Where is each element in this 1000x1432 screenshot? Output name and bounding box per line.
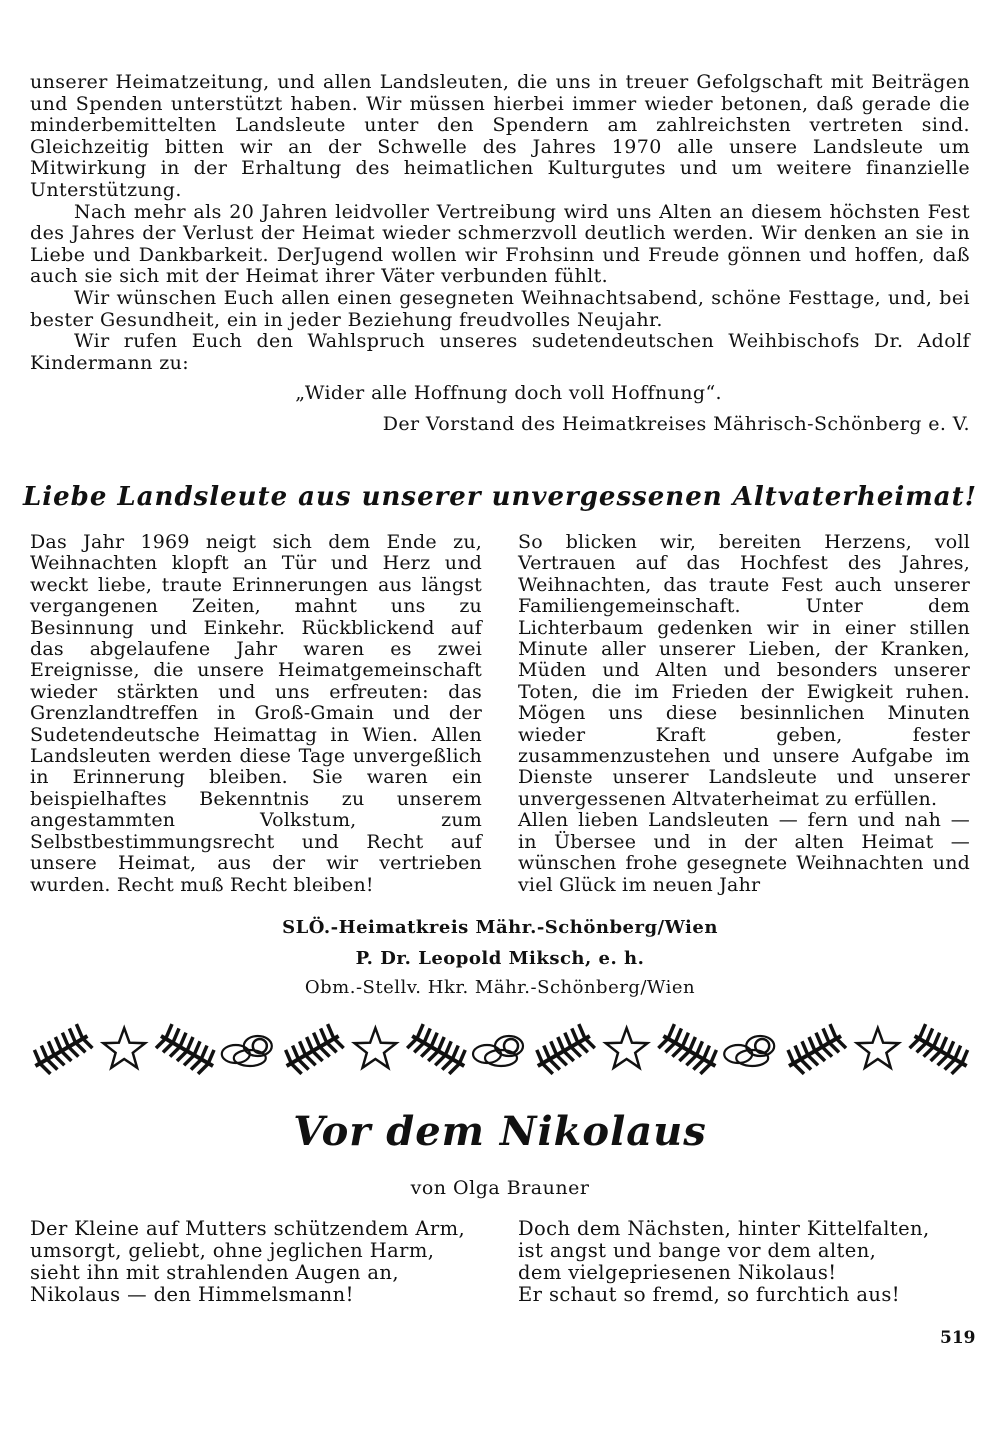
article-column-left (30, 532, 482, 896)
rose-icon (473, 1036, 523, 1066)
poem-line: dem vielgepriesenen Nikolaus! (518, 1261, 837, 1284)
star-icon (606, 1028, 648, 1068)
star-icon (103, 1028, 145, 1068)
fir-branch-icon (286, 1024, 344, 1074)
intro-paragraph: Wir wünschen Euch allen einen gesegneten Weihnachtsabend, schöne Festtage, und, bei bester Gesundheit, ein in jeder Beziehung freudvolles Neujahr. (30, 286, 970, 331)
poem-author: von Olga Brauner (410, 1177, 590, 1199)
poem-stanza-left (30, 1218, 465, 1306)
fir-branch-icon (407, 1024, 465, 1074)
intro-paragraph: unserer Heimatzeitung, und allen Landsleuten, die uns in treuer Gefolgschaft mit Beiträgen und Spenden unterstützt haben. Wir müssen hierbei immer wieder betonen, daß gerade die minderbemittelten Landsleute unter den Spendern am zahlreichsten vertreten sind. Gleichzeitig bitten wir an der Schwelle des Jahres 1970 alle unsere Landsleute um Mitwirkung in der Erhaltung des heimatlichen Kulturgutes und um weitere finanzielle Unterstützung. (30, 71, 970, 201)
fir-branch-icon (34, 1024, 92, 1074)
fir-branch-icon (156, 1024, 214, 1074)
article-paragraph: Das Jahr 1969 neigt sich dem Ende zu, Weihnachten klopft an Tür und Herz und weckt liebe, traute Erinnerungen aus längst vergangenen Zeiten, mahnt uns zu Besinnung und Einkehr. Rückblickend auf das abgelaufene Jahr waren es zwei Ereignisse, die unsere Heimatgemeinschaft wieder stärkten und uns erfreuten: das Grenzlandtreffen in Groß-Gmain und der Sudetendeutsche Heimattag in Wien. Allen Landsleuten werden diese Tage unvergeßlich in Erinnerung bleiben. Sie waren ein beispielhaftes Bekenntnis zu unserem angestammten Volkstum, zum Selbstbestimmungsrecht und Recht auf unsere Heimat, aus der wir vertrieben wurden. Recht muß Recht bleiben! (30, 531, 482, 896)
intro-paragraph: Nach mehr als 20 Jahren leidvoller Vertreibung wird uns Alten an diesem höchsten Fest des Jahres der Verlust der Heimat wieder schmerzvoll deutlich werden. Wir denken an sie in Liebe und Dankbarkeit. DerJugend wollen wir Frohsinn und Freude gönnen und hoffen, daß auch sie sich mit der Heimat ihrer Väter verbunden fühlt. (30, 200, 970, 288)
poem-line: ist angst und bange vor dem alten, (518, 1239, 877, 1262)
article-paragraph: Allen lieben Landsleuten — fern und nah — in Übersee und in der alten Heimat — wünschen frohe gesegnete Weihnachten und viel Glück im neuen Jahr (518, 809, 970, 896)
star-icon (355, 1028, 397, 1068)
poem-line: Der Kleine auf Mutters schützendem Arm, (30, 1217, 466, 1240)
ornament-border (30, 1022, 972, 1078)
article-paragraph: So blicken wir, bereiten Herzens, voll Vertrauen auf das Hochfest des Jahres, Weihnachten, das traute Fest auch unserer Familiengemeinschaft. Unter dem Lichterbaum gedenken wir in einer stillen Minute aller unserer Lieben, der Kranken, Müden und Alten und besonders unserer Toten, die im Frieden der Ewigkeit ruhen. Mögen uns diese besinnlichen Minuten wieder Kraft geben, fester zusammenzustehen und unsere Aufgabe im Dienste unserer Landsleute und unserer unvergessenen Altvaterheimat zu erfüllen. (518, 531, 970, 810)
board-signature: Der Vorstand des Heimatkreises Mährisch-Schönberg e. V. (382, 412, 970, 435)
poem-title: Vor dem Nikolaus (293, 1108, 707, 1155)
article-heading: Liebe Landsleute aus unserer unvergessenen Altvaterheimat! (22, 482, 978, 512)
article-column-right (518, 532, 970, 896)
motto-quote: „Wider alle Hoffnung doch voll Hoffnung“. (295, 382, 722, 405)
poem-line: Er schaut so fremd, so furchtich aus! (518, 1283, 900, 1306)
fir-branch-icon (537, 1024, 595, 1074)
fir-branch-icon (910, 1024, 968, 1074)
rose-icon (222, 1036, 272, 1066)
signature-name: P. Dr. Leopold Miksch, e. h. (355, 948, 645, 969)
intro-paragraph: Wir rufen Euch den Wahlspruch unseres sudetendeutschen Weihbischofs Dr. Adolf Kindermann zu: (30, 330, 970, 374)
page-number: 519 (940, 1328, 976, 1348)
poem-line: umsorgt, geliebt, ohne jeglichen Harm, (30, 1239, 435, 1262)
intro-section (30, 72, 970, 436)
signature-organization: SLÖ.-Heimatkreis Mähr.-Schönberg/Wien (282, 917, 718, 938)
star-icon (857, 1028, 899, 1068)
fir-branch-icon (788, 1024, 846, 1074)
poem-line: Nikolaus — den Himmelsmann! (30, 1283, 354, 1306)
poem-stanza-right (518, 1218, 930, 1306)
poem-line: Doch dem Nächsten, hinter Kittelfalten, (518, 1217, 930, 1240)
fir-branch-icon (658, 1024, 716, 1074)
signature-title: Obm.-Stellv. Hkr. Mähr.-Schönberg/Wien (304, 977, 696, 998)
poem-line: sieht ihn mit strahlenden Augen an, (30, 1261, 399, 1284)
rose-icon (724, 1036, 774, 1066)
